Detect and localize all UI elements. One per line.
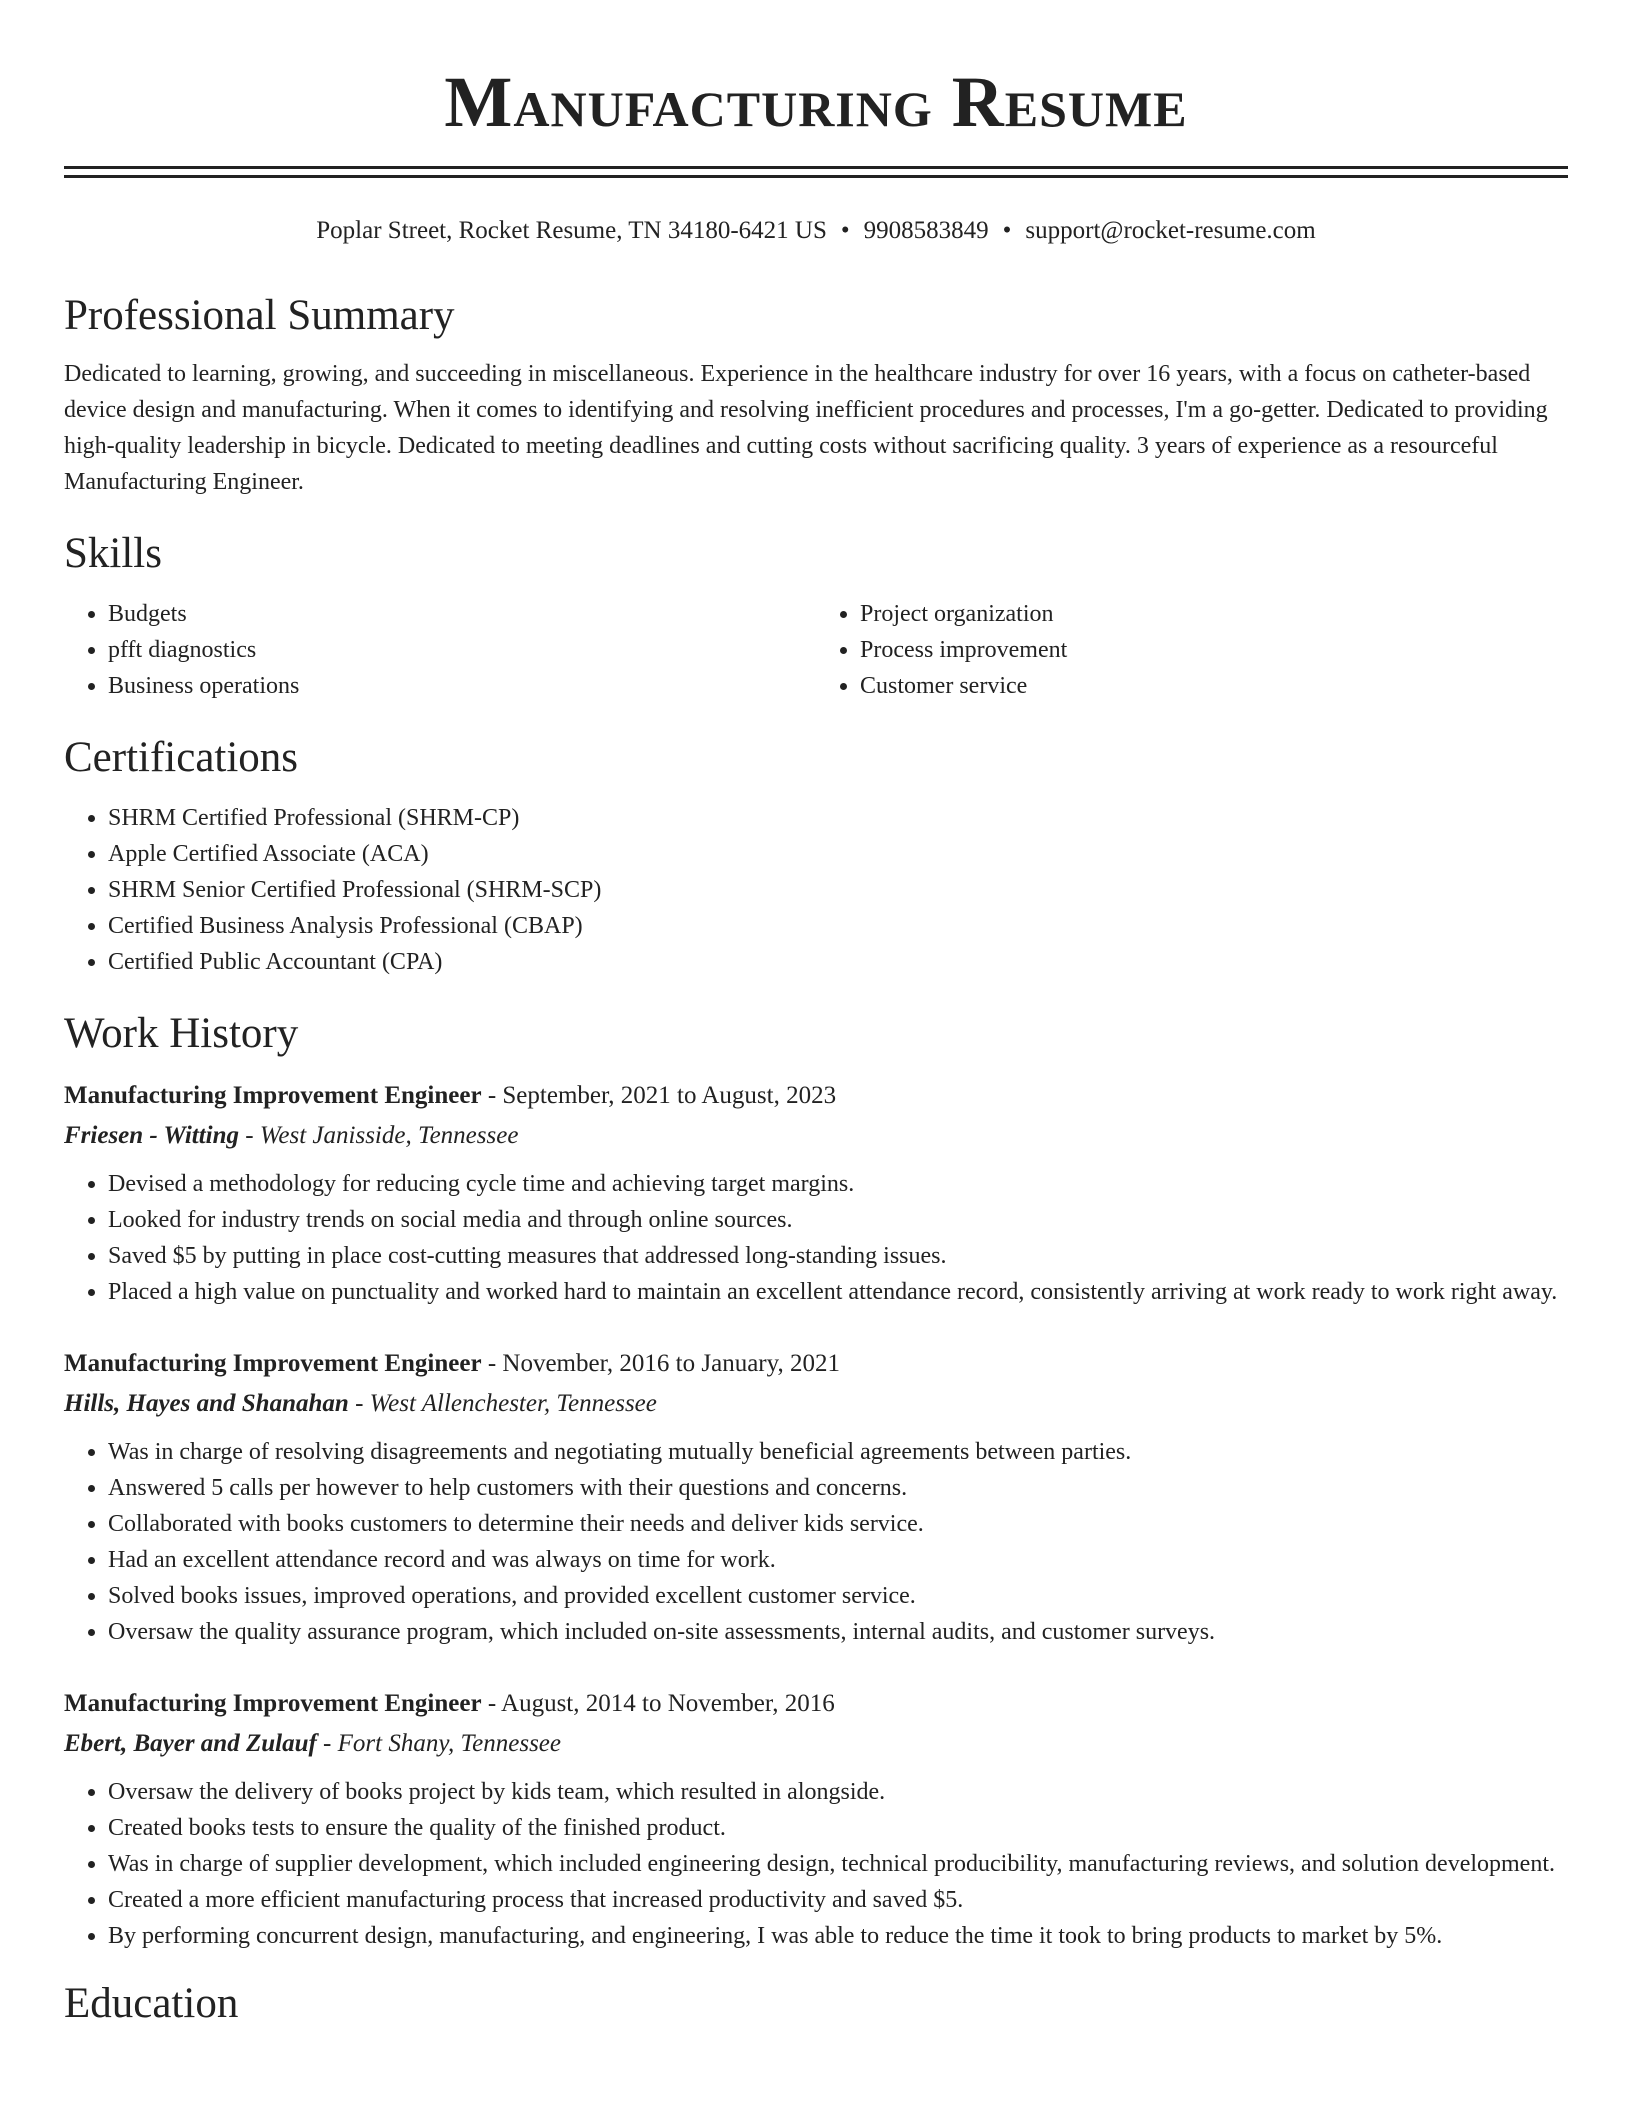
job-company-line — [64, 1116, 1568, 1156]
job-bullets — [64, 1774, 1568, 1954]
job-entry — [64, 1344, 1568, 1650]
education-section — [64, 1976, 1568, 2032]
job-bullet: • Was in charge of supplier development, which included engineering design, technical producibility, manufacturing reviews, and solution development. — [108, 1846, 1568, 1882]
job-bullet: • Saved $5 by putting in place cost-cutting measures that addressed long-standing issues. — [108, 1238, 1568, 1274]
skill-item: • Process improvement — [860, 632, 1568, 668]
job-dates: - November, 2016 to January, 2021 — [487, 1350, 840, 1377]
skill-item: • Business operations — [108, 668, 816, 704]
job-dates: - September, 2021 to August, 2023 — [487, 1082, 837, 1109]
job-company-line — [64, 1724, 1568, 1764]
job-company: Hills, Hayes and Shanahan — [64, 1390, 349, 1417]
job-bullet: • By performing concurrent design, manufacturing, and engineering, I was able to reduce the time it took to bring products to market by 5%. — [108, 1918, 1568, 1954]
certification-item: • Certified Business Analysis Professional (CBAP) — [108, 908, 1568, 944]
job-company-line — [64, 1384, 1568, 1424]
contact-separator: • — [1002, 217, 1012, 244]
job-bullet: • Solved books issues, improved operations, and provided excellent customer service. — [108, 1578, 1568, 1614]
work-history-section — [64, 1006, 1568, 1954]
job-header — [64, 1684, 1568, 1724]
contact-line — [64, 214, 1568, 248]
certification-item: • Apple Certified Associate (ACA) — [108, 836, 1568, 872]
job-bullets — [64, 1434, 1568, 1650]
certification-item: • SHRM Certified Professional (SHRM-CP) — [108, 800, 1568, 836]
job-bullet: • Was in charge of resolving disagreements and negotiating mutually beneficial agreements between parties. — [108, 1434, 1568, 1470]
work-history-heading: Work History — [64, 1010, 299, 1057]
job-header — [64, 1344, 1568, 1384]
certification-item: • SHRM Senior Certified Professional (SHRM-SCP) — [108, 872, 1568, 908]
resume-title: Manufacturing Resume — [444, 62, 1188, 142]
title-divider-top — [64, 166, 1568, 169]
skill-item: • Project organization — [860, 596, 1568, 632]
job-bullet: • Created a more efficient manufacturing process that increased productivity and saved $5. — [108, 1882, 1568, 1918]
summary-section — [64, 288, 1568, 500]
job-bullet: • Created books tests to ensure the quality of the finished product. — [108, 1810, 1568, 1846]
job-bullet: • Placed a high value on punctuality and worked hard to maintain an excellent attendance record, consistently arriving at work ready to work right away. — [108, 1274, 1568, 1310]
job-bullets — [64, 1166, 1568, 1310]
contact-email: support@rocket-resume.com — [1025, 217, 1316, 244]
job-location: - West Allenchester, Tennessee — [355, 1390, 657, 1417]
job-location: - West Janisside, Tennessee — [245, 1122, 519, 1149]
job-dates: - August, 2014 to November, 2016 — [487, 1690, 835, 1717]
contact-separator: • — [840, 217, 850, 244]
skills-list-right — [816, 596, 1568, 704]
contact-phone: 9908583849 — [863, 217, 989, 244]
certifications-section — [64, 730, 1568, 980]
skills-section — [64, 526, 1568, 704]
certification-item: • Certified Public Accountant (CPA) — [108, 944, 1568, 980]
skills-grid — [64, 596, 1568, 704]
job-header — [64, 1076, 1568, 1116]
job-company: Friesen - Witting — [64, 1122, 240, 1149]
certifications-heading: Certifications — [64, 734, 299, 781]
skill-item: • Customer service — [860, 668, 1568, 704]
job-title: Manufacturing Improvement Engineer — [64, 1350, 482, 1377]
education-heading: Education — [64, 1980, 239, 2027]
title-divider-bottom — [64, 175, 1568, 178]
job-bullet: • Oversaw the delivery of books project by kids team, which resulted in alongside. — [108, 1774, 1568, 1810]
job-title: Manufacturing Improvement Engineer — [64, 1082, 482, 1109]
job-entry — [64, 1076, 1568, 1310]
job-bullet: • Answered 5 calls per however to help customers with their questions and concerns. — [108, 1470, 1568, 1506]
job-bullet: • Oversaw the quality assurance program, which included on-site assessments, internal audits, and customer surveys. — [108, 1614, 1568, 1650]
job-location: - Fort Shany, Tennessee — [323, 1730, 561, 1757]
skill-item: • pfft diagnostics — [108, 632, 816, 668]
job-company: Ebert, Bayer and Zulauf — [64, 1730, 317, 1757]
certifications-list — [64, 800, 1568, 980]
skills-list-left — [64, 596, 816, 704]
job-bullet: • Had an excellent attendance record and was always on time for work. — [108, 1542, 1568, 1578]
job-bullet: • Devised a methodology for reducing cycle time and achieving target margins. — [108, 1166, 1568, 1202]
job-entry — [64, 1684, 1568, 1954]
summary-text: Dedicated to learning, growing, and succeeding in miscellaneous. Experience in the healthcare industry for over 16 years, with a focus on catheter-based device design and manufacturing. When it comes to identifying and resolving inefficient procedures and processes, I'm a go-getter. Dedicated to providing high-quality leadership in bicycle. Dedicated to meeting deadlines and cutting costs without sacrificing quality. 3 years of experience as a resourceful Manufacturing Engineer. — [64, 361, 1548, 495]
skills-heading: Skills — [64, 530, 162, 577]
contact-address: Poplar Street, Rocket Resume, TN 34180-6421 US — [316, 217, 827, 244]
job-title: Manufacturing Improvement Engineer — [64, 1690, 482, 1717]
job-bullet: • Looked for industry trends on social media and through online sources. — [108, 1202, 1568, 1238]
skill-item: • Budgets — [108, 596, 816, 632]
job-bullet: • Collaborated with books customers to determine their needs and deliver kids service. — [108, 1506, 1568, 1542]
summary-heading: Professional Summary — [64, 292, 455, 339]
